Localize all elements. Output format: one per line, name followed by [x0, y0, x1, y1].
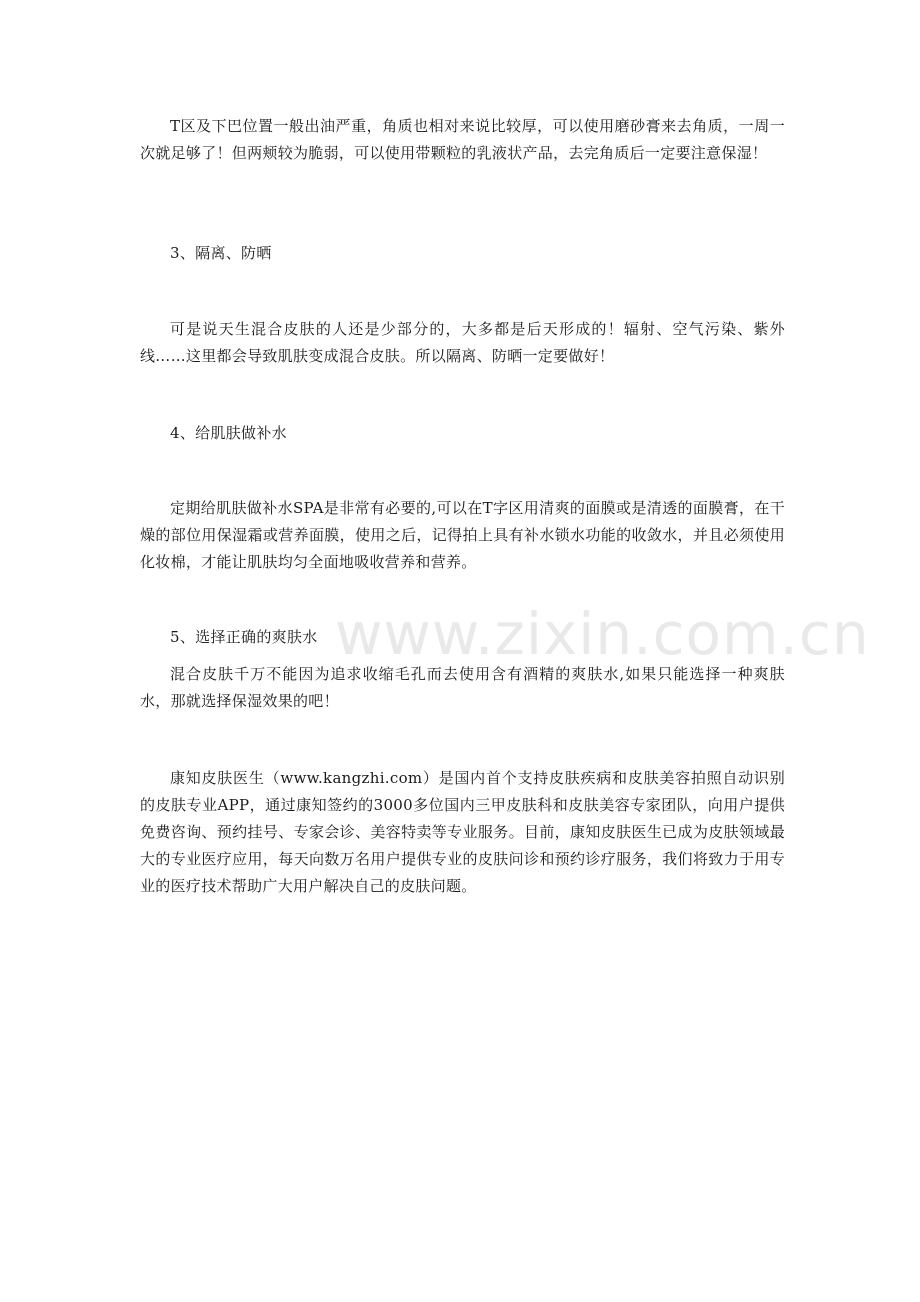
heading-toner: 5、选择正确的爽肤水: [170, 628, 318, 646]
paragraph-hydration-spa: 定期给肌肤做补水SPA是非常有必要的,可以在T字区用清爽的面膜或是清透的面膜膏，在干燥的部位用保湿霜或营养面膜，使用之后，记得拍上具有补水锁水功能的收敛水，并且必须使用化妆棉，才能让肌肤均匀全面地吸收营养和营养。: [140, 499, 785, 571]
heading-hydration: 4、给肌肤做补水: [170, 424, 287, 442]
watermark: www.zixin.com.cn: [335, 600, 870, 668]
paragraph-t-zone-exfoliation: T区及下巴位置一般出油严重，角质也相对来说比较厚，可以使用磨砂膏来去角质，一周一次就足够了！但两颊较为脆弱，可以使用带颗粒的乳液状产品，去完角质后一定要注意保湿！: [140, 117, 785, 162]
heading-isolation-sunscreen: 3、隔离、防晒: [170, 244, 272, 262]
paragraph-kangzhi-intro: 康知皮肤医生（www.kangzhi.com）是国内首个支持皮肤疾病和皮肤美容拍照自动识别的皮肤专业APP，通过康知签约的3000多位国内三甲皮肤科和皮肤美容专家团队，向用户提供免费咨询、预约挂号、专家会诊、美容特卖等专业服务。目前，康知皮肤医生已成为皮肤领域最大的专业医疗应用，每天向数万名用户提供专业的皮肤问诊和预约诊疗服务，我们将致力于用专业的医疗技术帮助广大用户解决自己的皮肤问题。: [140, 769, 785, 895]
paragraph-toner-advice: 混合皮肤千万不能因为追求收缩毛孔而去使用含有酒精的爽肤水,如果只能选择一种爽肤水，那就选择保湿效果的吧！: [140, 665, 785, 710]
paragraph-acquired-combination-skin: 可是说天生混合皮肤的人还是少部分的，大多都是后天形成的！辐射、空气污染、紫外线……这里都会导致肌肤变成混合皮肤。所以隔离、防晒一定要做好！: [140, 320, 785, 365]
